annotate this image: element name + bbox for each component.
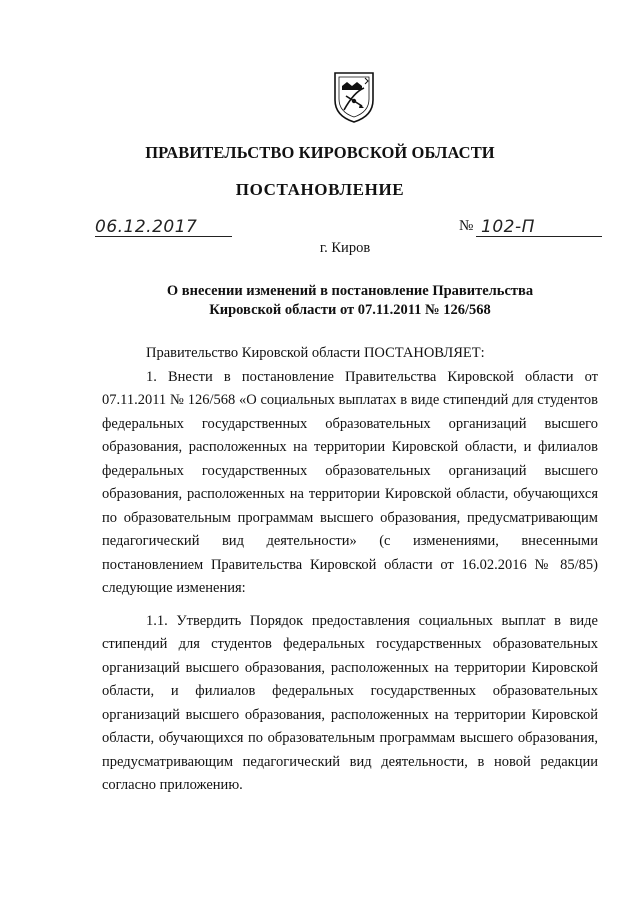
item-1-paragraph: 1. Внести в постановление Правительства Кировской области от 07.11.2011 № 126/568 «О социальных выплатах в виде стипендий для студентов федеральных государственных образовательных организаций высшего образования, расположенных на территории Кировской области, и филиалов федеральных государственных образовательных организаций высшего образования, расположенных на территории Кировской области, обучающихся по образовательным программам высшего образования, предусматривающим педагогический вид деятельности» (с изменениями, внесенными постановлением Правительства Кировской области от 16.02.2016 № 85/85) следующие изменения: xyxy=(102,368,598,596)
number-underline xyxy=(476,236,602,237)
document-body xyxy=(102,342,598,798)
government-name: ПРАВИТЕЛЬСТВО КИРОВСКОЙ ОБЛАСТИ xyxy=(145,143,495,162)
number-sign: № xyxy=(459,218,474,234)
document-type: ПОСТАНОВЛЕНИЕ xyxy=(235,180,405,199)
document-number: 102-П xyxy=(481,217,535,237)
date-underline xyxy=(95,236,232,237)
city: г. Киров xyxy=(319,240,371,256)
document-date: 06.12.2017 xyxy=(95,217,198,237)
subject-line-1: О внесении изменений в постановление Правительства xyxy=(166,283,534,299)
coat-of-arms-icon xyxy=(332,70,376,124)
document-subject xyxy=(130,282,570,320)
intro-paragraph: Правительство Кировской области ПОСТАНОВЛЯЕТ: xyxy=(146,345,485,361)
item-1-1-paragraph: 1.1. Утвердить Порядок предоставления социальных выплат в виде стипендий для студентов федеральных государственных образовательных организаций высшего образования, расположенных на территории Кировской области, и филиалов федеральных государственных образовательных организаций высшего образования, расположенных на территории Кировской области, обучающихся по образовательным программам высшего образования, предусматривающим педагогический вид деятельности, в новой редакции согласно приложению. xyxy=(102,612,598,793)
subject-line-2: Кировской области от 07.11.2011 № 126/568 xyxy=(209,302,491,318)
